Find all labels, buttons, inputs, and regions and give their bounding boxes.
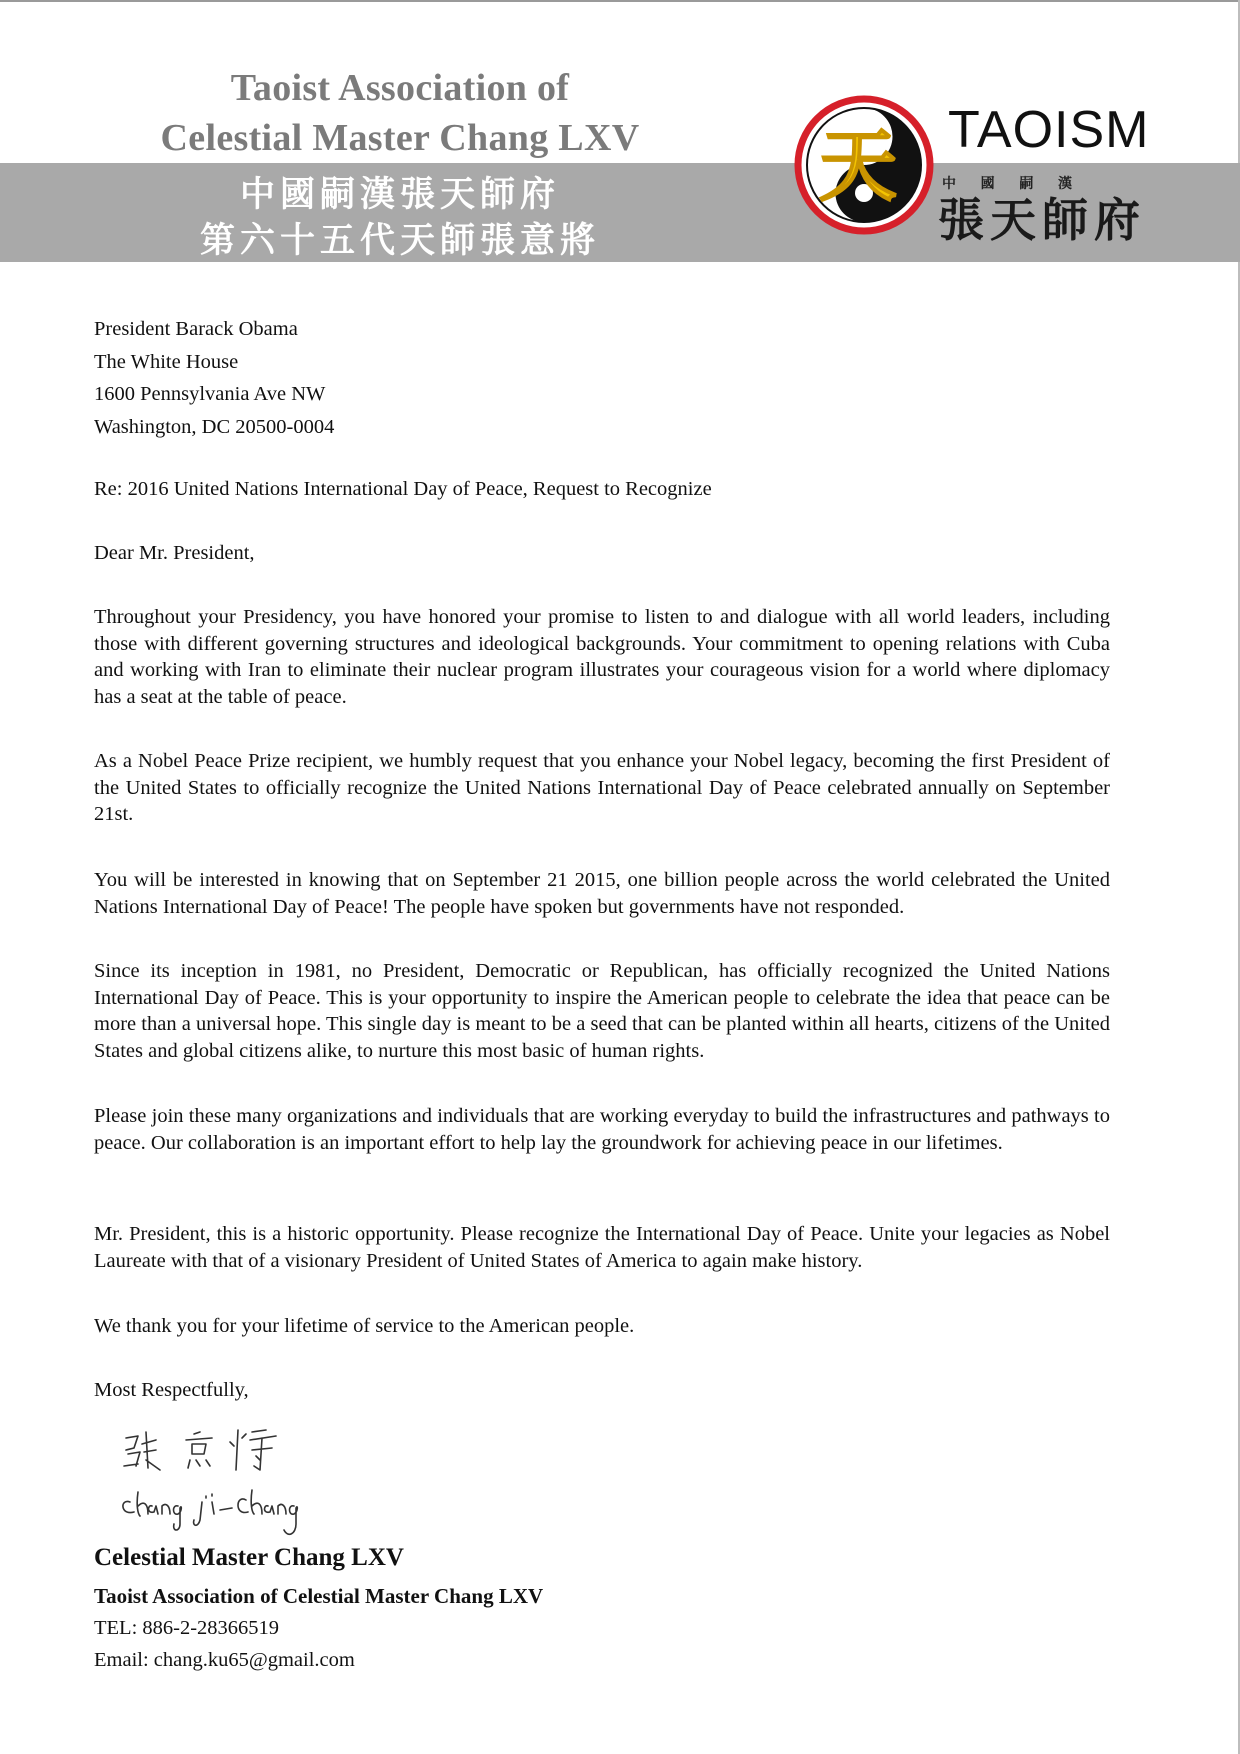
address-line: 1600 Pennsylvania Ave NW <box>94 383 326 405</box>
signatory-organization: Taoist Association of Celestial Master Chang LXV <box>94 1584 544 1608</box>
handwritten-signature <box>116 1420 336 1545</box>
letterhead-org-name-line2: Celestial Master Chang LXV <box>160 117 640 159</box>
letterhead-chinese-name-line2: 第六十五代天師張意將 <box>199 220 600 261</box>
logo-big-chinese-name: 張天師府 <box>938 193 1146 247</box>
signatory-name: Celestial Master Chang LXV <box>94 1544 404 1571</box>
tian-glyph: 天 <box>818 121 898 212</box>
address-line: The White House <box>94 350 239 373</box>
letterhead-chinese-name-line1: 中國嗣漢張天師府 <box>239 174 560 215</box>
body-paragraph: Please join these many organizations and individuals that are working everyday to build the infrastructures and pathways to peace. Our collaboration is an important effort to help lay the groundwork for achieving peace in our lifetimes. <box>94 1105 1110 1154</box>
closing: Most Respectfully, <box>94 1379 249 1401</box>
body-paragraph: We thank you for your lifetime of service to the American people. <box>94 1315 635 1337</box>
letterhead-org-name-line1: Taoist Association of <box>230 67 570 109</box>
signatory-phone: TEL: 886-2-28366519 <box>94 1617 280 1639</box>
address-line: Washington, DC 20500-0004 <box>94 415 335 438</box>
yin-yang-icon <box>794 95 934 235</box>
address-line: President Barack Obama <box>94 318 298 340</box>
top-border-rule <box>0 0 1240 2</box>
logo-small-char: 中 <box>942 176 956 192</box>
body-paragraph: Mr. President, this is a historic opportunity. Please recognize the International Day of Peace. Unite your legacies as Nobel Laureate with that of a visionary President of United States of America to again make history. <box>94 1223 1110 1272</box>
logo-small-char: 嗣 <box>1019 176 1034 192</box>
body-paragraph: Since its inception in 1981, no President, Democratic or Republican, has officially recognized the United Nations International Day of Peace. This is your opportunity to inspire the American people to celebrate the idea that peace can be more than a universal hope. This single day is meant to be a seed that can be planted within all hearts, citizens of the United States and global citizens alike, to nurture this most basic of human rights. <box>94 960 1110 1062</box>
taoism-logo-emblem <box>794 95 934 235</box>
body-paragraph: Throughout your Presidency, you have honored your promise to listen to and dialogue with all world leaders, including those with different governing structures and ideological backgrounds. Your commitment to opening relations with Cuba and working with Iran to eliminate their nuclear program illustrates your courageous vision for a world where diplomacy has a seat at the table of peace. <box>94 606 1110 708</box>
logo-small-char: 漢 <box>1057 176 1072 192</box>
logo-title-taoism: TAOISM <box>948 101 1150 159</box>
body-paragraph: As a Nobel Peace Prize recipient, we humbly request that you enhance your Nobel legacy, becoming the first President of the United States to officially recognize the United Nations International Day of Peace celebrated annually on September 21st. <box>94 750 1110 825</box>
body-paragraph: You will be interested in knowing that on September 21 2015, one billion people across the world celebrated the United Nations International Day of Peace! The people have spoken but governments have not responded. <box>94 869 1110 918</box>
subject-line: Re: 2016 United Nations International Day of Peace, Request to Recognize <box>94 478 712 500</box>
salutation: Dear Mr. President, <box>94 542 255 564</box>
logo-small-char: 國 <box>980 176 995 192</box>
signatory-email: Email: chang.ku65@gmail.com <box>94 1649 355 1671</box>
recipient-address <box>94 313 1110 443</box>
